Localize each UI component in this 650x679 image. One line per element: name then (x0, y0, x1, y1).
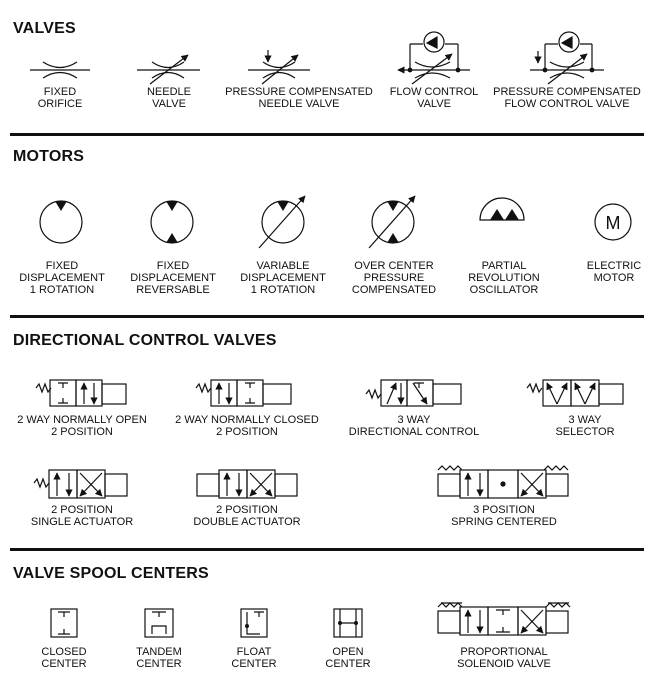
label-variable-displacement: VARIABLE DISPLACEMENT 1 ROTATION (240, 260, 326, 296)
2-position-double-actuator-valve-symbol (197, 470, 297, 498)
label-tandem-center: TANDEM CENTER (136, 646, 182, 670)
3-way-selector-valve-symbol (527, 380, 623, 406)
3-way-directional-control-valve-symbol (366, 380, 461, 406)
label-3-way-directional-control: 3 WAY DIRECTIONAL CONTROL (348, 414, 480, 438)
label-over-center-pressure-compensated: OVER CENTER PRESSURE COMPENSATED (351, 260, 437, 296)
electric-motor-m-glyph: M (605, 213, 621, 233)
pressure-compensated-flow-control-valve-symbol (530, 32, 604, 84)
label-open-center: OPEN CENTER (325, 646, 371, 670)
label-2-position-double-actuator: 2 POSITION DOUBLE ACTUATOR (193, 504, 301, 528)
variable-displacement-motor-symbol (259, 196, 305, 248)
section-title-motors: MOTORS (13, 148, 85, 165)
label-2-position-single-actuator: 2 POSITION SINGLE ACTUATOR (30, 504, 134, 528)
2-position-single-actuator-valve-symbol (34, 470, 127, 498)
proportional-solenoid-valve-symbol (438, 603, 570, 635)
label-flow-control-valve: FLOW CONTROL VALVE (389, 86, 479, 110)
label-3-position-spring-centered: 3 POSITION SPRING CENTERED (451, 504, 557, 528)
label-pressure-compensated-flow-control-valve: PRESSURE COMPENSATED FLOW CONTROL VALVE (493, 86, 641, 110)
2-way-normally-closed-valve-symbol (196, 380, 291, 406)
fixed-displacement-reversable-motor-symbol (151, 201, 193, 243)
section-title-valves: VALVES (13, 20, 76, 37)
electric-motor-symbol (595, 204, 631, 240)
open-center-spool-symbol (334, 609, 362, 637)
label-proportional-solenoid-valve: PROPORTIONAL SOLENOID VALVE (457, 646, 551, 670)
float-center-spool-symbol (241, 609, 267, 637)
partial-revolution-oscillator-symbol (480, 198, 524, 220)
3-position-spring-centered-valve-symbol (438, 466, 568, 498)
label-2-way-normally-open: 2 WAY NORMALLY OPEN 2 POSITION (17, 414, 147, 438)
over-center-pressure-compensated-motor-symbol (369, 196, 415, 248)
label-electric-motor: ELECTRIC MOTOR (586, 260, 642, 284)
closed-center-spool-symbol (51, 609, 77, 637)
tandem-center-spool-symbol (145, 609, 173, 637)
pressure-compensated-needle-valve-symbol (248, 50, 310, 84)
label-fixed-orifice: FIXED ORIFICE (37, 86, 83, 110)
label-partial-revolution-oscillator: PARTIAL REVOLUTION OSCILLATOR (468, 260, 540, 296)
label-closed-center: CLOSED CENTER (41, 646, 87, 670)
label-fixed-displacement-1-rotation: FIXED DISPLACEMENT 1 ROTATION (19, 260, 105, 296)
2-way-normally-open-valve-symbol (36, 380, 126, 406)
section-title-valve-spool-centers: VALVE SPOOL CENTERS (13, 565, 209, 582)
label-fixed-displacement-reversable: FIXED DISPLACEMENT REVERSABLE (130, 260, 216, 296)
section-title-directional-control-valves: DIRECTIONAL CONTROL VALVES (13, 332, 277, 349)
fixed-orifice-symbol (30, 62, 90, 78)
fixed-displacement-1-rotation-motor-symbol (40, 201, 82, 243)
label-needle-valve: NEEDLE VALVE (146, 86, 192, 110)
label-2-way-normally-closed: 2 WAY NORMALLY CLOSED 2 POSITION (175, 414, 319, 438)
label-float-center: FLOAT CENTER (231, 646, 277, 670)
needle-valve-symbol (137, 55, 200, 84)
flow-control-valve-symbol (398, 32, 470, 84)
label-pressure-compensated-needle-valve: PRESSURE COMPENSATED NEEDLE VALVE (225, 86, 373, 110)
label-3-way-selector: 3 WAY SELECTOR (555, 414, 615, 438)
